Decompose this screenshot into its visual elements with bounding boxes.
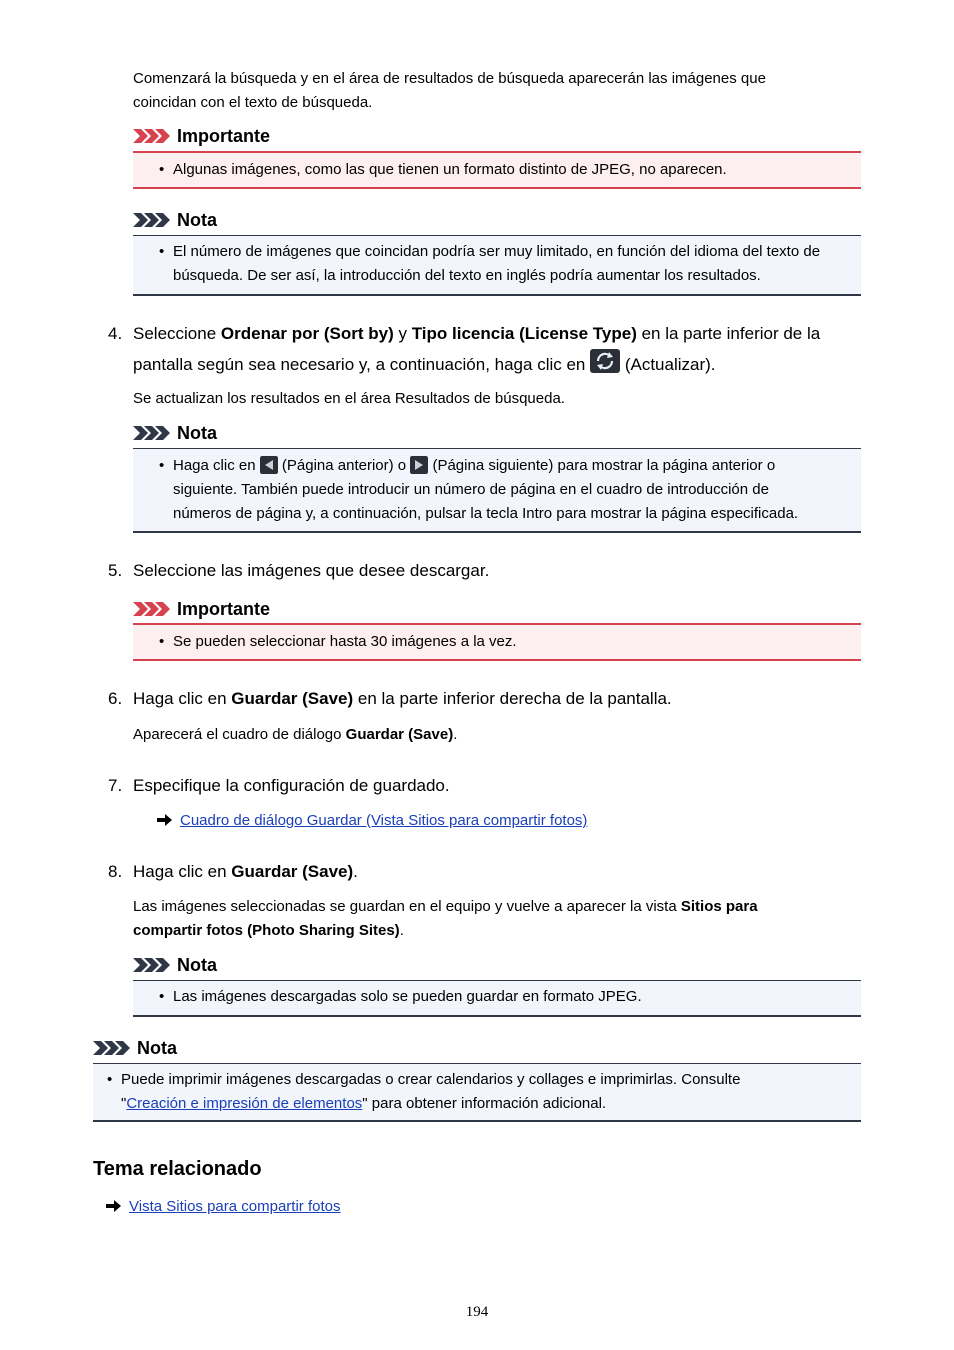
step-7-text: Especifique la configuración de guardado. (133, 776, 450, 795)
important-heading: Importante (133, 597, 270, 621)
prev-page-icon (260, 456, 278, 474)
page-number: 194 (465, 1304, 489, 1320)
note-box: • Las imágenes descargadas solo se pueden guardar en formato JPEG. (133, 980, 861, 1017)
arrow-right-icon (106, 1200, 122, 1212)
step-8-result: Las imágenes seleccionadas se guardan en el equipo y vuelve a aparecer la vista Sitios para compartir fotos (Photo Sharing Sites). (133, 898, 758, 939)
intro-text: Comenzará la búsqueda y en el área de resultados de búsqueda aparecerán las imágenes que coincidan con el texto de búsqueda. (133, 70, 766, 111)
step-4-text: Seleccione Ordenar por (Sort by) y Tipo licencia (License Type) en la parte inferior de la pantalla según sea necesario y, a continuación, haga clic en (Actualizar). (133, 324, 821, 374)
step-number: 6. (108, 689, 123, 708)
related-heading: Tema relacionado (93, 1158, 262, 1180)
note-heading: Nota (133, 208, 217, 232)
step-number: 5. (108, 561, 123, 580)
note-heading: Nota (133, 421, 217, 445)
related-link-row (106, 1195, 340, 1219)
step-number: 8. (108, 862, 123, 881)
note-box: • El número de imágenes que coincidan podría ser muy limitado, en función del idioma del texto de búsqueda. De ser así, la introducción del texto en inglés podría aumentar los resultados. (133, 235, 861, 296)
note-box: • Haga clic en (Página anterior) o (Página siguiente) para mostrar la página anterior o siguiente. También puede introducir un número de página en el cuadro de introducción de números de página y, a continuación, pulsar la tecla Intro para mostrar la página especificada. (133, 448, 861, 533)
note-chevron-icon (133, 424, 173, 442)
photo-sharing-sites-link[interactable]: Vista Sitios para compartir fotos (129, 1198, 341, 1215)
create-print-link[interactable]: Creación e impresión de elementos (126, 1095, 363, 1112)
step-5-text: Seleccione las imágenes que desee descargar. (133, 561, 490, 580)
note-heading: Nota (93, 1036, 177, 1060)
note-box: • Puede imprimir imágenes descargadas o crear calendarios y collages e imprimirlas. Consulte "Creación e impresión de elementos" para obtener información adicional. (93, 1063, 861, 1122)
step-number: 7. (108, 776, 123, 795)
next-page-icon (410, 456, 428, 474)
important-heading: Importante (133, 124, 270, 148)
note-chevron-icon (93, 1039, 133, 1057)
note-heading: Nota (133, 953, 217, 977)
save-dialog-link-row (157, 809, 587, 833)
note-chevron-icon (133, 956, 173, 974)
important-box: • Se pueden seleccionar hasta 30 imágenes a la vez. (133, 623, 861, 661)
arrow-right-icon (157, 814, 173, 826)
note-chevron-icon (133, 211, 173, 229)
important-chevron-icon (133, 127, 173, 145)
step-6-text: Haga clic en Guardar (Save) en la parte inferior derecha de la pantalla. (133, 689, 672, 708)
important-chevron-icon (133, 600, 173, 618)
save-dialog-link[interactable]: Cuadro de diálogo Guardar (Vista Sitios para compartir fotos) (180, 812, 588, 829)
step-number: 4. (108, 324, 123, 343)
step-8-text: Haga clic en Guardar (Save). (133, 862, 358, 881)
important-box: • Algunas imágenes, como las que tienen un formato distinto de JPEG, no aparecen. (133, 151, 861, 189)
refresh-icon (590, 349, 620, 373)
step-4-result: Se actualizan los resultados en el área Resultados de búsqueda. (133, 390, 565, 407)
step-6-result: Aparecerá el cuadro de diálogo Guardar (Save). (133, 726, 458, 743)
